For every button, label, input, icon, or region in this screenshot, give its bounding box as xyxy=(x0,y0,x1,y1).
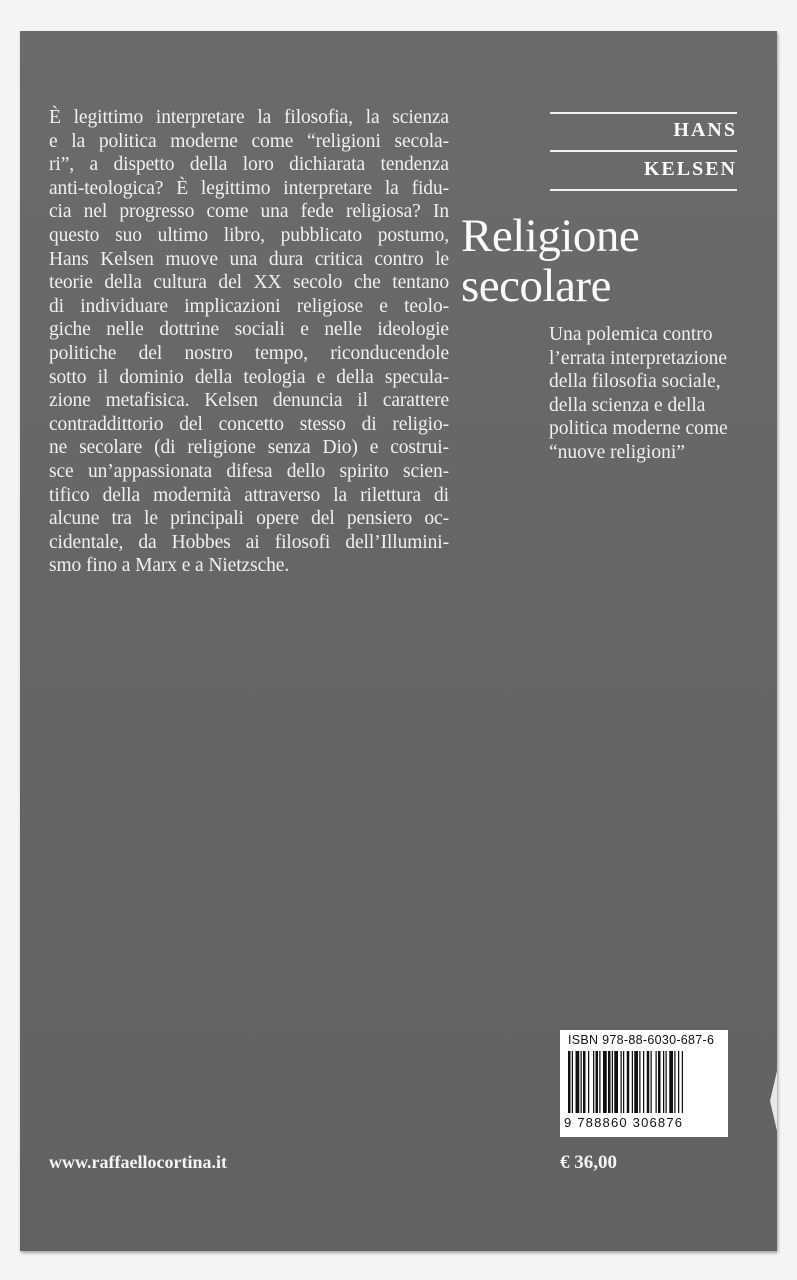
barcode-bar xyxy=(623,1051,624,1113)
title-line: Religione xyxy=(461,210,640,262)
barcode-bar xyxy=(658,1051,661,1113)
price-label: € 36,00 xyxy=(560,1152,617,1173)
subtitle-line: Una polemica contro xyxy=(549,324,713,345)
book-back-cover xyxy=(20,31,777,1251)
barcode-bar xyxy=(581,1051,582,1113)
subtitle-line: “nuove religioni” xyxy=(549,441,685,463)
barcode-bar xyxy=(647,1051,650,1113)
barcode-bar xyxy=(612,1051,613,1113)
blurb-line: anti-teologica? È legittimo interpretare la fidu- xyxy=(49,177,449,199)
barcode-bar xyxy=(651,1051,652,1113)
divider-rule xyxy=(550,150,737,152)
blurb-line: È legittimo interpretare la filosofia, la scienza xyxy=(49,107,449,128)
blurb-line: Hans Kelsen muove una dura critica contro le xyxy=(49,248,449,270)
barcode-bar xyxy=(643,1051,644,1113)
blurb-text xyxy=(49,106,449,578)
publisher-website: www.raffaellocortina.it xyxy=(49,1152,227,1172)
barcode-bar xyxy=(588,1051,589,1113)
blurb-line: questo suo ultimo libro, pubblicato postumo, xyxy=(49,224,449,246)
subtitle-line: politica moderne come xyxy=(549,418,728,440)
barcode-digits: 9 788860 306876 xyxy=(564,1115,684,1130)
blurb-line: e la politica moderne come “religioni secola- xyxy=(49,130,449,152)
barcode-bar xyxy=(669,1051,673,1113)
book-title xyxy=(461,211,639,311)
blurb-line: sce un’appassionata difesa dello spirito scien- xyxy=(49,460,449,482)
barcode-bar xyxy=(576,1051,580,1113)
barcode-bar xyxy=(621,1051,622,1113)
barcode-bar xyxy=(614,1051,618,1113)
barcode-bar xyxy=(608,1051,611,1113)
blurb-line: ne secolare (di religione senza Dio) e costrui- xyxy=(49,437,449,459)
author-first-name: HANS xyxy=(673,119,737,141)
barcode-bars xyxy=(566,1051,722,1113)
barcode-bar xyxy=(639,1051,640,1113)
divider-rule xyxy=(550,189,737,191)
blurb-line: sotto il dominio della teologia e della specula- xyxy=(49,366,449,388)
barcode-bar xyxy=(656,1051,657,1113)
barcode-bar xyxy=(572,1051,573,1113)
barcode-bar xyxy=(593,1051,594,1113)
blurb-line: teorie della cultura del XX secolo che tentano xyxy=(49,272,449,294)
blurb-line: alcune tra le principali opere del pensiero oc- xyxy=(49,508,449,530)
barcode-bar xyxy=(599,1051,600,1113)
blurb-line: smo fino a Marx e a Nietzsche. xyxy=(49,555,290,577)
subtitle-line: della scienza e della xyxy=(549,394,706,416)
isbn-barcode xyxy=(560,1030,728,1137)
barcode-bar xyxy=(666,1051,667,1113)
barcode-bar xyxy=(682,1051,683,1113)
blurb-line: tifico della modernità attraverso la rilettura di xyxy=(49,484,449,506)
blurb-line: zione metafisica. Kelsen denuncia il carattere xyxy=(49,390,449,412)
subtitle-line: della filosofia sociale, xyxy=(549,371,721,393)
barcode-bar xyxy=(596,1051,599,1113)
barcode-bar xyxy=(568,1051,571,1113)
blurb-line: contraddittorio del concetto stesso di religio- xyxy=(49,413,449,435)
barcode-bar xyxy=(678,1051,679,1113)
author-last-name: KELSEN xyxy=(643,158,737,180)
blurb-line: di individuare implicazioni religiose e teolo- xyxy=(49,295,449,317)
barcode-bar xyxy=(627,1051,630,1113)
barcode-bar xyxy=(603,1051,607,1113)
blurb-line: cia nel progresso come una fede religiosa? In xyxy=(49,201,449,223)
title-line: secolare xyxy=(461,260,611,312)
barcode-bar xyxy=(634,1051,638,1113)
blurb-line: politiche del nostro tempo, riconducendole xyxy=(49,342,449,364)
blurb-line: cidentale, da Hobbes ai filosofi dell’Illumini- xyxy=(49,531,449,553)
subtitle-line: l’errata interpretazione xyxy=(549,347,728,369)
publisher-logo-fragment xyxy=(770,1071,777,1131)
book-subtitle xyxy=(549,323,728,465)
blurb-line: giche nelle dottrine sociali e nelle ideologie xyxy=(49,319,449,341)
barcode-bar xyxy=(663,1051,664,1113)
barcode-bar xyxy=(632,1051,633,1113)
barcode-bar xyxy=(583,1051,586,1113)
isbn-label: ISBN 978-88-6030-687-6 xyxy=(568,1033,715,1047)
blurb-line: ri”, a dispetto della loro dichiarata tendenza xyxy=(49,154,449,176)
barcode-bar xyxy=(674,1051,675,1113)
divider-rule xyxy=(550,112,737,114)
